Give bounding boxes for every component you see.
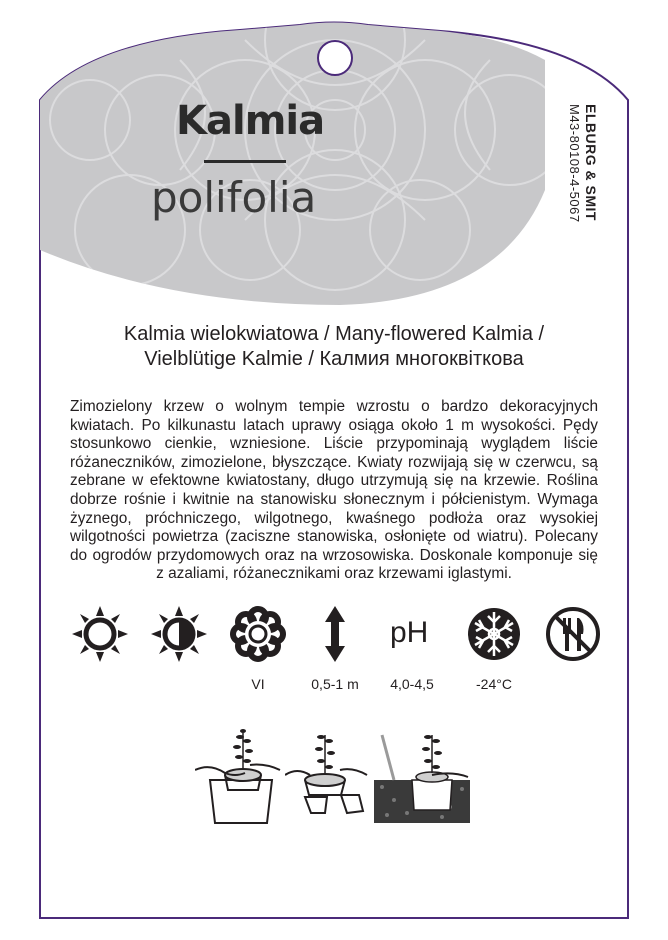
plant-in-soil-icon bbox=[372, 725, 472, 825]
title-divider bbox=[204, 160, 286, 163]
brand-name: ELBURG & SMIT bbox=[583, 104, 599, 221]
plant-description: Zimozielony krzew o wolnym tempie wzrostu o bardzo dekoracyjnych kwiatach. Po kilkunastu latach uprawy osiąga około 1 m wysokości. Pędy stosunkowo cienkie, wzniesione. Liście przypominają wyglądem liście różaneczników, zimozielone, błyszczące. Kwiaty rozwijają się w czerwcu, są zebrane w efektowne kwiatostany, długo utrzymują się na krzewie. Roślina dobrze rośnie i kwitnie na stanowisku słonecznym i półcienistym. Wymaga żyznego, próchniczego, wilgotnego, kwaśnego podłoża oraz wysokiej wilgotności powietrza (zaciszne stanowiska, osłonięte od wiatru). Polecany do ogrodów przydomowych oraz na wrzosowiska. Doskonale komponuje się z azaliami, różanecznikami oraz krzewami iglastymi. bbox=[70, 398, 598, 583]
sun-icon bbox=[70, 604, 130, 664]
common-names-line-2: Vielblütige Kalmie / Калмия многоквіткова bbox=[144, 348, 524, 370]
remove-pot-icon bbox=[195, 725, 285, 825]
soak-roots-icon bbox=[285, 725, 370, 825]
plant-genus: Kalmia bbox=[176, 98, 325, 144]
flowering-month-value: VI bbox=[251, 676, 265, 692]
snowflake-icon bbox=[464, 604, 524, 664]
half-shade-icon bbox=[149, 604, 209, 664]
ph-icon: pH bbox=[390, 616, 429, 649]
height-arrow-icon bbox=[305, 604, 365, 664]
height-value: 0,5-1 m bbox=[311, 676, 359, 692]
flower-icon bbox=[228, 604, 288, 664]
common-names-line-1: Kalmia wielokwiatowa / Many-flowered Kalmia / bbox=[123, 323, 545, 345]
hardiness-value: -24°C bbox=[476, 676, 512, 692]
not-edible-icon bbox=[543, 604, 603, 664]
ph-value: 4,0-4,5 bbox=[390, 676, 434, 692]
plant-species: polifolia bbox=[151, 173, 317, 222]
common-names bbox=[40, 322, 628, 372]
product-code: M43-80108-4-5067 bbox=[567, 104, 582, 223]
